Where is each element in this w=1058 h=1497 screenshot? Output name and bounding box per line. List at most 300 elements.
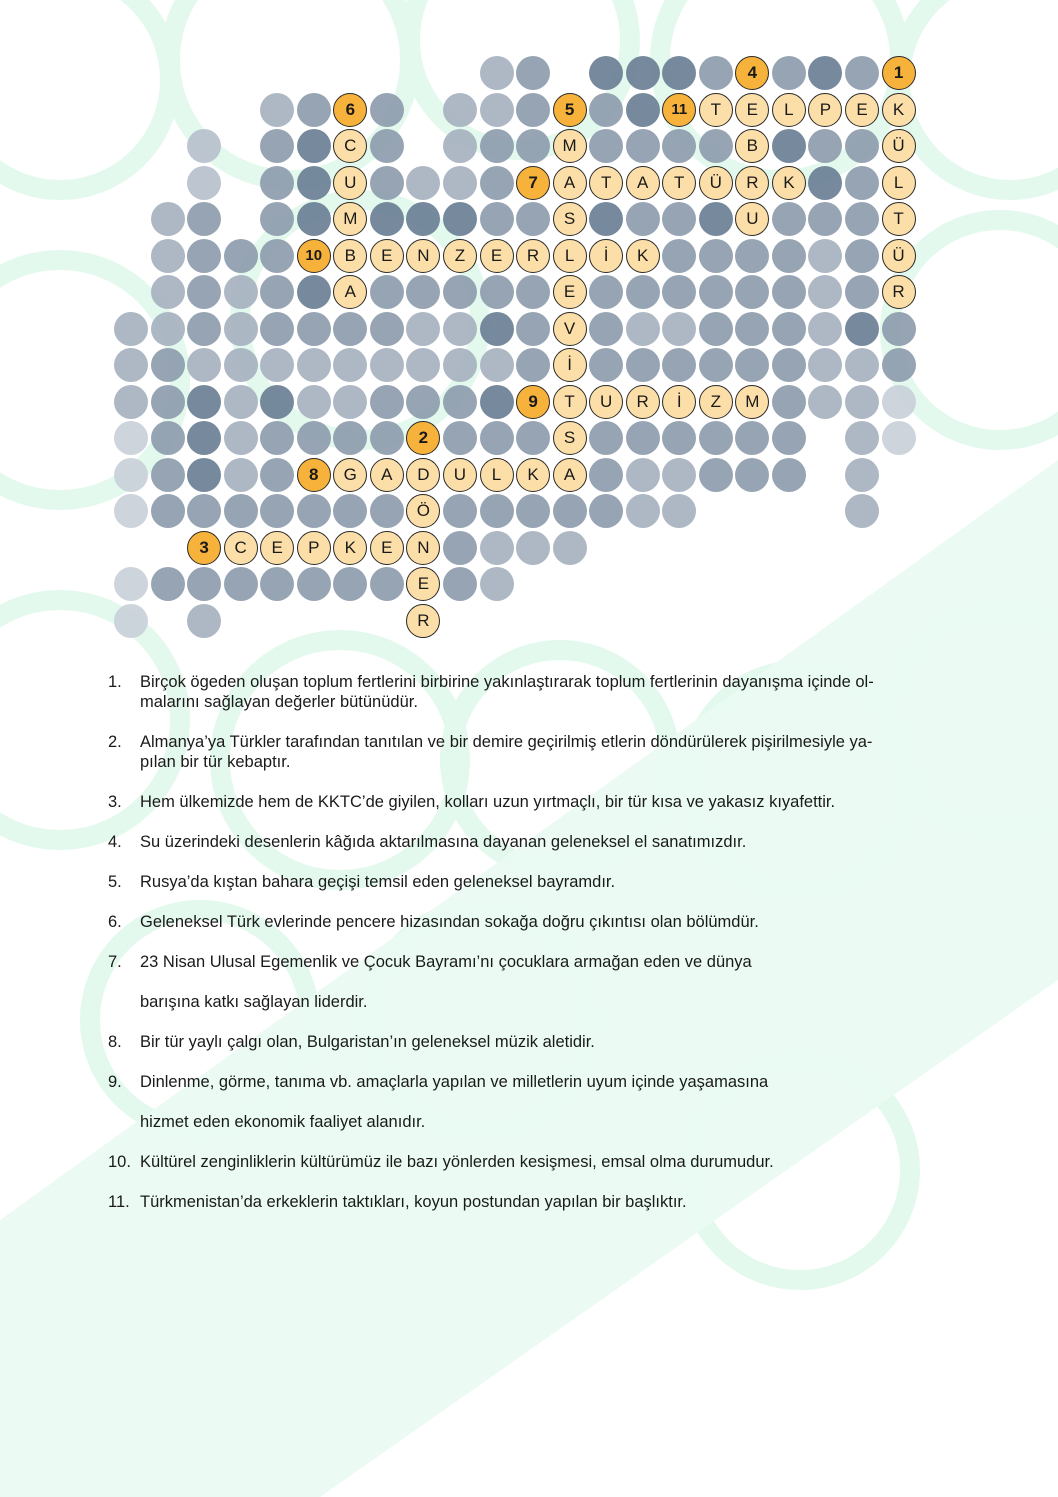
grid-blank-cell [626,93,660,127]
grid-blank-cell [260,421,294,455]
grid-blank-cell [516,494,550,528]
grid-blank-cell [480,129,514,163]
grid-blank-cell [699,202,733,236]
grid-letter-cell[interactable]: T [882,202,916,236]
clue-number: 8. [108,1033,122,1051]
grid-blank-cell [808,129,842,163]
grid-blank-cell [626,312,660,346]
grid-blank-cell [260,129,294,163]
grid-blank-cell [260,458,294,492]
grid-blank-cell [516,202,550,236]
grid-letter-cell[interactable]: Ü [882,129,916,163]
grid-blank-cell [443,275,477,309]
grid-blank-cell [735,275,769,309]
grid-blank-cell [151,385,185,419]
grid-blank-cell [772,458,806,492]
grid-blank-cell [297,567,331,601]
clue-text-line: Su üzerindeki desenlerin kâğıda aktarılmasına dayanan geleneksel el sanatımızdır. [140,833,747,851]
grid-blank-cell [297,129,331,163]
clue-item [108,1032,1018,1052]
clue-item [108,732,1018,772]
grid-blank-cell [516,348,550,382]
grid-letter-cell[interactable]: B [735,129,769,163]
grid-letter-cell[interactable]: D [406,458,440,492]
clue-text-line: Bir tür yaylı çalgı olan, Bulgaristan’ın geleneksel müzik aletidir. [140,1033,595,1051]
grid-letter-cell[interactable]: S [553,421,587,455]
grid-blank-cell [297,275,331,309]
grid-letter-cell[interactable]: S [553,202,587,236]
grid-blank-cell [662,129,696,163]
grid-blank-cell [699,239,733,273]
grid-blank-cell [224,312,258,346]
grid-blank-cell [845,385,879,419]
grid-blank-cell [443,494,477,528]
clue-text-line: Kültürel zenginliklerin kültürümüz ile bazı yönlerden kesişmesi, emsal olma durumudur. [140,1153,774,1171]
grid-blank-cell [699,56,733,90]
grid-blank-cell [443,421,477,455]
grid-blank-cell [224,385,258,419]
grid-blank-cell [589,494,623,528]
grid-number-cell[interactable]: 3 [187,531,221,565]
grid-blank-cell [882,312,916,346]
clue-text-line: Rusya’da kıştan bahara geçişi temsil eden geleneksel bayramdır. [140,873,616,891]
grid-letter-cell[interactable]: A [370,458,404,492]
grid-letter-cell[interactable]: K [772,166,806,200]
grid-blank-cell [297,348,331,382]
grid-blank-cell [662,494,696,528]
grid-blank-cell [772,385,806,419]
grid-blank-cell [443,202,477,236]
grid-blank-cell [114,458,148,492]
grid-blank-cell [845,312,879,346]
grid-blank-cell [370,494,404,528]
grid-blank-cell [808,239,842,273]
grid-letter-cell[interactable]: E [480,239,514,273]
grid-blank-cell [260,567,294,601]
grid-number-cell[interactable]: 7 [516,166,550,200]
grid-blank-cell [589,348,623,382]
grid-blank-cell [480,93,514,127]
grid-blank-cell [589,129,623,163]
grid-letter-cell[interactable]: L [553,239,587,273]
grid-blank-cell [443,348,477,382]
grid-letter-cell[interactable]: L [882,166,916,200]
grid-letter-cell[interactable]: R [626,385,660,419]
grid-blank-cell [297,202,331,236]
grid-blank-cell [260,494,294,528]
grid-blank-cell [589,275,623,309]
clue-text-line: pılan bir tür kebaptır. [140,753,291,771]
grid-letter-cell[interactable]: E [735,93,769,127]
grid-blank-cell [772,421,806,455]
grid-letter-cell[interactable]: E [406,567,440,601]
clue-item [108,832,1018,852]
grid-letter-cell[interactable]: C [224,531,258,565]
grid-blank-cell [626,275,660,309]
grid-blank-cell [187,202,221,236]
grid-blank-cell [882,348,916,382]
grid-letter-cell[interactable]: Ö [406,494,440,528]
clue-text-line: Hem ülkemizde hem de KKTC’de giyilen, kolları uzun yırtmaçlı, bir tür kısa ve yakasız kıyafettir. [140,793,836,811]
grid-letter-cell[interactable]: E [260,531,294,565]
grid-letter-cell[interactable]: İ [553,348,587,382]
grid-blank-cell [808,202,842,236]
clue-text-line: hizmet eden ekonomik faaliyet alanıdır. [140,1113,426,1131]
grid-number-cell[interactable]: 4 [735,56,769,90]
grid-blank-cell [370,202,404,236]
grid-letter-cell[interactable]: U [443,458,477,492]
grid-letter-cell[interactable]: N [406,531,440,565]
grid-letter-cell[interactable]: T [553,385,587,419]
grid-blank-cell [626,421,660,455]
grid-letter-cell[interactable]: Ü [699,166,733,200]
grid-blank-cell [260,202,294,236]
grid-blank-cell [443,312,477,346]
grid-blank-cell [480,312,514,346]
grid-letter-cell[interactable]: E [370,531,404,565]
grid-blank-cell [845,275,879,309]
grid-blank-cell [297,166,331,200]
clue-item [108,1152,1018,1172]
grid-blank-cell [626,202,660,236]
grid-blank-cell [260,275,294,309]
grid-letter-cell[interactable]: P [808,93,842,127]
grid-letter-cell[interactable]: R [516,239,550,273]
grid-blank-cell [443,166,477,200]
grid-letter-cell[interactable]: K [882,93,916,127]
grid-blank-cell [589,312,623,346]
grid-letter-cell[interactable]: U [589,385,623,419]
grid-letter-cell[interactable]: T [699,93,733,127]
grid-blank-cell [845,458,879,492]
grid-blank-cell [662,56,696,90]
grid-letter-cell[interactable]: C [333,129,367,163]
grid-blank-cell [808,56,842,90]
grid-blank-cell [224,494,258,528]
grid-blank-cell [260,239,294,273]
grid-blank-cell [187,458,221,492]
grid-blank-cell [480,421,514,455]
grid-blank-cell [260,348,294,382]
grid-blank-cell [772,275,806,309]
grid-number-cell[interactable]: 1 [882,56,916,90]
grid-blank-cell [808,166,842,200]
grid-blank-cell [297,421,331,455]
grid-blank-cell [114,604,148,638]
grid-letter-cell[interactable]: T [589,166,623,200]
grid-blank-cell [662,421,696,455]
grid-letter-cell[interactable]: N [406,239,440,273]
grid-blank-cell [370,348,404,382]
grid-blank-cell [735,421,769,455]
grid-blank-cell [333,567,367,601]
clue-text-line: Geleneksel Türk evlerinde pencere hizasından sokağa doğru çıkıntısı olan bölümdür. [140,913,759,931]
grid-blank-cell [480,494,514,528]
grid-blank-cell [187,604,221,638]
grid-blank-cell [626,56,660,90]
grid-blank-cell [516,312,550,346]
grid-number-cell[interactable]: 11 [662,93,696,127]
grid-blank-cell [151,239,185,273]
grid-blank-cell [333,494,367,528]
grid-blank-cell [699,421,733,455]
grid-blank-cell [626,129,660,163]
grid-blank-cell [114,348,148,382]
grid-blank-cell [224,348,258,382]
clue-text-line: Almanya’ya Türkler tarafından tanıtılan ve bir demire geçirilmiş etlerin döndürülerek pişirilmesiyle ya- [140,733,873,751]
grid-letter-cell[interactable]: E [845,93,879,127]
grid-blank-cell [845,239,879,273]
grid-blank-cell [480,385,514,419]
grid-blank-cell [114,567,148,601]
grid-blank-cell [516,275,550,309]
grid-blank-cell [589,93,623,127]
grid-letter-cell[interactable]: A [553,458,587,492]
grid-letter-cell[interactable]: M [333,202,367,236]
grid-letter-cell[interactable]: P [297,531,331,565]
grid-blank-cell [735,458,769,492]
grid-blank-cell [224,567,258,601]
grid-blank-cell [187,385,221,419]
grid-blank-cell [626,348,660,382]
clue-item [108,792,1018,812]
grid-letter-cell[interactable]: L [480,458,514,492]
grid-blank-cell [151,494,185,528]
grid-blank-cell [187,348,221,382]
grid-blank-cell [260,385,294,419]
grid-blank-cell [772,56,806,90]
grid-letter-cell[interactable]: R [735,166,769,200]
grid-blank-cell [845,421,879,455]
grid-blank-cell [151,202,185,236]
grid-number-cell[interactable]: 5 [553,93,587,127]
grid-blank-cell [845,56,879,90]
grid-blank-cell [699,458,733,492]
grid-blank-cell [114,385,148,419]
grid-blank-cell [260,166,294,200]
grid-blank-cell [516,421,550,455]
grid-blank-cell [333,421,367,455]
clue-text-line: 23 Nisan Ulusal Egemenlik ve Çocuk Bayramı’nı çocuklara armağan eden ve dünya [140,953,752,971]
clue-item [108,952,1018,1012]
grid-blank-cell [882,385,916,419]
grid-blank-cell [187,129,221,163]
grid-blank-cell [151,275,185,309]
grid-blank-cell [187,239,221,273]
grid-blank-cell [333,348,367,382]
grid-blank-cell [772,129,806,163]
grid-blank-cell [370,166,404,200]
grid-blank-cell [187,275,221,309]
grid-letter-cell[interactable]: R [882,275,916,309]
grid-blank-cell [699,129,733,163]
grid-letter-cell[interactable]: G [333,458,367,492]
grid-blank-cell [699,312,733,346]
clue-item [108,1072,1018,1132]
grid-letter-cell[interactable]: R [406,604,440,638]
grid-blank-cell [845,129,879,163]
clue-text-line: Dinlenme, görme, tanıma vb. amaçlarla yapılan ve milletlerin uyum içinde yaşamasına [140,1073,769,1091]
grid-blank-cell [626,458,660,492]
grid-blank-cell [882,421,916,455]
clue-number: 2. [108,733,122,751]
grid-blank-cell [406,166,440,200]
grid-letter-cell[interactable]: A [333,275,367,309]
grid-blank-cell [845,202,879,236]
grid-blank-cell [151,458,185,492]
grid-blank-cell [187,567,221,601]
grid-letter-cell[interactable]: U [735,202,769,236]
grid-letter-cell[interactable]: B [333,239,367,273]
grid-blank-cell [589,56,623,90]
grid-blank-cell [516,531,550,565]
grid-blank-cell [443,93,477,127]
grid-blank-cell [553,531,587,565]
grid-blank-cell [480,275,514,309]
grid-blank-cell [297,312,331,346]
grid-blank-cell [406,385,440,419]
grid-letter-cell[interactable]: A [626,166,660,200]
grid-blank-cell [370,93,404,127]
grid-blank-cell [735,239,769,273]
grid-blank-cell [114,312,148,346]
grid-blank-cell [626,494,660,528]
grid-blank-cell [406,275,440,309]
clue-number: 6. [108,913,122,931]
clue-number: 1. [108,673,122,691]
grid-blank-cell [772,239,806,273]
grid-blank-cell [260,312,294,346]
grid-letter-cell[interactable]: K [516,458,550,492]
grid-number-cell[interactable]: 10 [297,239,331,273]
clue-number: 9. [108,1073,122,1091]
grid-blank-cell [370,312,404,346]
grid-letter-cell[interactable]: Z [699,385,733,419]
clue-text-line: malarını sağlayan değerler bütünüdür. [140,693,418,711]
grid-blank-cell [772,312,806,346]
grid-blank-cell [370,129,404,163]
grid-letter-cell[interactable]: İ [662,385,696,419]
grid-blank-cell [480,56,514,90]
clue-number: 4. [108,833,122,851]
grid-blank-cell [151,312,185,346]
grid-letter-cell[interactable]: V [553,312,587,346]
clue-item [108,672,1018,712]
clue-text-line: Birçok ögeden oluşan toplum fertlerini birbirine yakınlaştırarak toplum fertlerinin dayanışma içinde ol- [140,673,874,691]
grid-blank-cell [370,275,404,309]
grid-letter-cell[interactable]: İ [589,239,623,273]
grid-blank-cell [480,202,514,236]
clue-item [108,1192,1018,1212]
clue-item [108,912,1018,932]
grid-blank-cell [735,312,769,346]
grid-blank-cell [260,93,294,127]
clue-number: 5. [108,873,122,891]
grid-blank-cell [516,93,550,127]
grid-letter-cell[interactable]: E [370,239,404,273]
grid-blank-cell [370,385,404,419]
grid-blank-cell [187,494,221,528]
grid-blank-cell [224,275,258,309]
grid-letter-cell[interactable]: M [553,129,587,163]
clue-text-line: Türkmenistan’da erkeklerin taktıkları, koyun postundan yapılan bir başlıktır. [140,1193,687,1211]
grid-blank-cell [333,312,367,346]
grid-blank-cell [589,421,623,455]
grid-letter-cell[interactable]: Ü [882,239,916,273]
crossword-grid [0,0,1058,660]
grid-letter-cell[interactable]: T [662,166,696,200]
grid-blank-cell [443,385,477,419]
grid-blank-cell [480,166,514,200]
grid-blank-cell [443,129,477,163]
grid-blank-cell [662,239,696,273]
clue-item [108,872,1018,892]
grid-blank-cell [187,166,221,200]
grid-blank-cell [406,348,440,382]
clue-number: 7. [108,953,122,971]
clue-number: 11. [108,1193,130,1211]
grid-blank-cell [187,421,221,455]
grid-blank-cell [480,567,514,601]
grid-blank-cell [480,531,514,565]
grid-blank-cell [516,56,550,90]
grid-number-cell[interactable]: 2 [406,421,440,455]
grid-blank-cell [662,202,696,236]
grid-number-cell[interactable]: 8 [297,458,331,492]
grid-number-cell[interactable]: 6 [333,93,367,127]
grid-letter-cell[interactable]: K [333,531,367,565]
grid-blank-cell [443,531,477,565]
grid-letter-cell[interactable]: E [553,275,587,309]
grid-letter-cell[interactable]: K [626,239,660,273]
grid-blank-cell [808,312,842,346]
grid-blank-cell [187,312,221,346]
grid-blank-cell [224,239,258,273]
grid-blank-cell [662,458,696,492]
grid-blank-cell [151,421,185,455]
grid-blank-cell [151,567,185,601]
clue-text-line: barışına katkı sağlayan liderdir. [140,993,368,1011]
grid-letter-cell[interactable]: U [333,166,367,200]
clue-number: 3. [108,793,122,811]
grid-letter-cell[interactable]: Z [443,239,477,273]
grid-blank-cell [845,494,879,528]
grid-letter-cell[interactable]: L [772,93,806,127]
grid-letter-cell[interactable]: M [735,385,769,419]
grid-blank-cell [370,567,404,601]
grid-blank-cell [480,348,514,382]
grid-blank-cell [553,494,587,528]
grid-blank-cell [516,129,550,163]
grid-blank-cell [333,385,367,419]
grid-blank-cell [406,312,440,346]
grid-blank-cell [224,421,258,455]
grid-blank-cell [443,567,477,601]
grid-blank-cell [662,348,696,382]
grid-blank-cell [297,385,331,419]
grid-blank-cell [662,275,696,309]
grid-blank-cell [297,494,331,528]
grid-blank-cell [699,275,733,309]
grid-number-cell[interactable]: 9 [516,385,550,419]
grid-blank-cell [114,421,148,455]
grid-letter-cell[interactable]: A [553,166,587,200]
grid-blank-cell [662,312,696,346]
grid-blank-cell [845,348,879,382]
grid-blank-cell [808,385,842,419]
grid-blank-cell [772,202,806,236]
grid-blank-cell [370,421,404,455]
